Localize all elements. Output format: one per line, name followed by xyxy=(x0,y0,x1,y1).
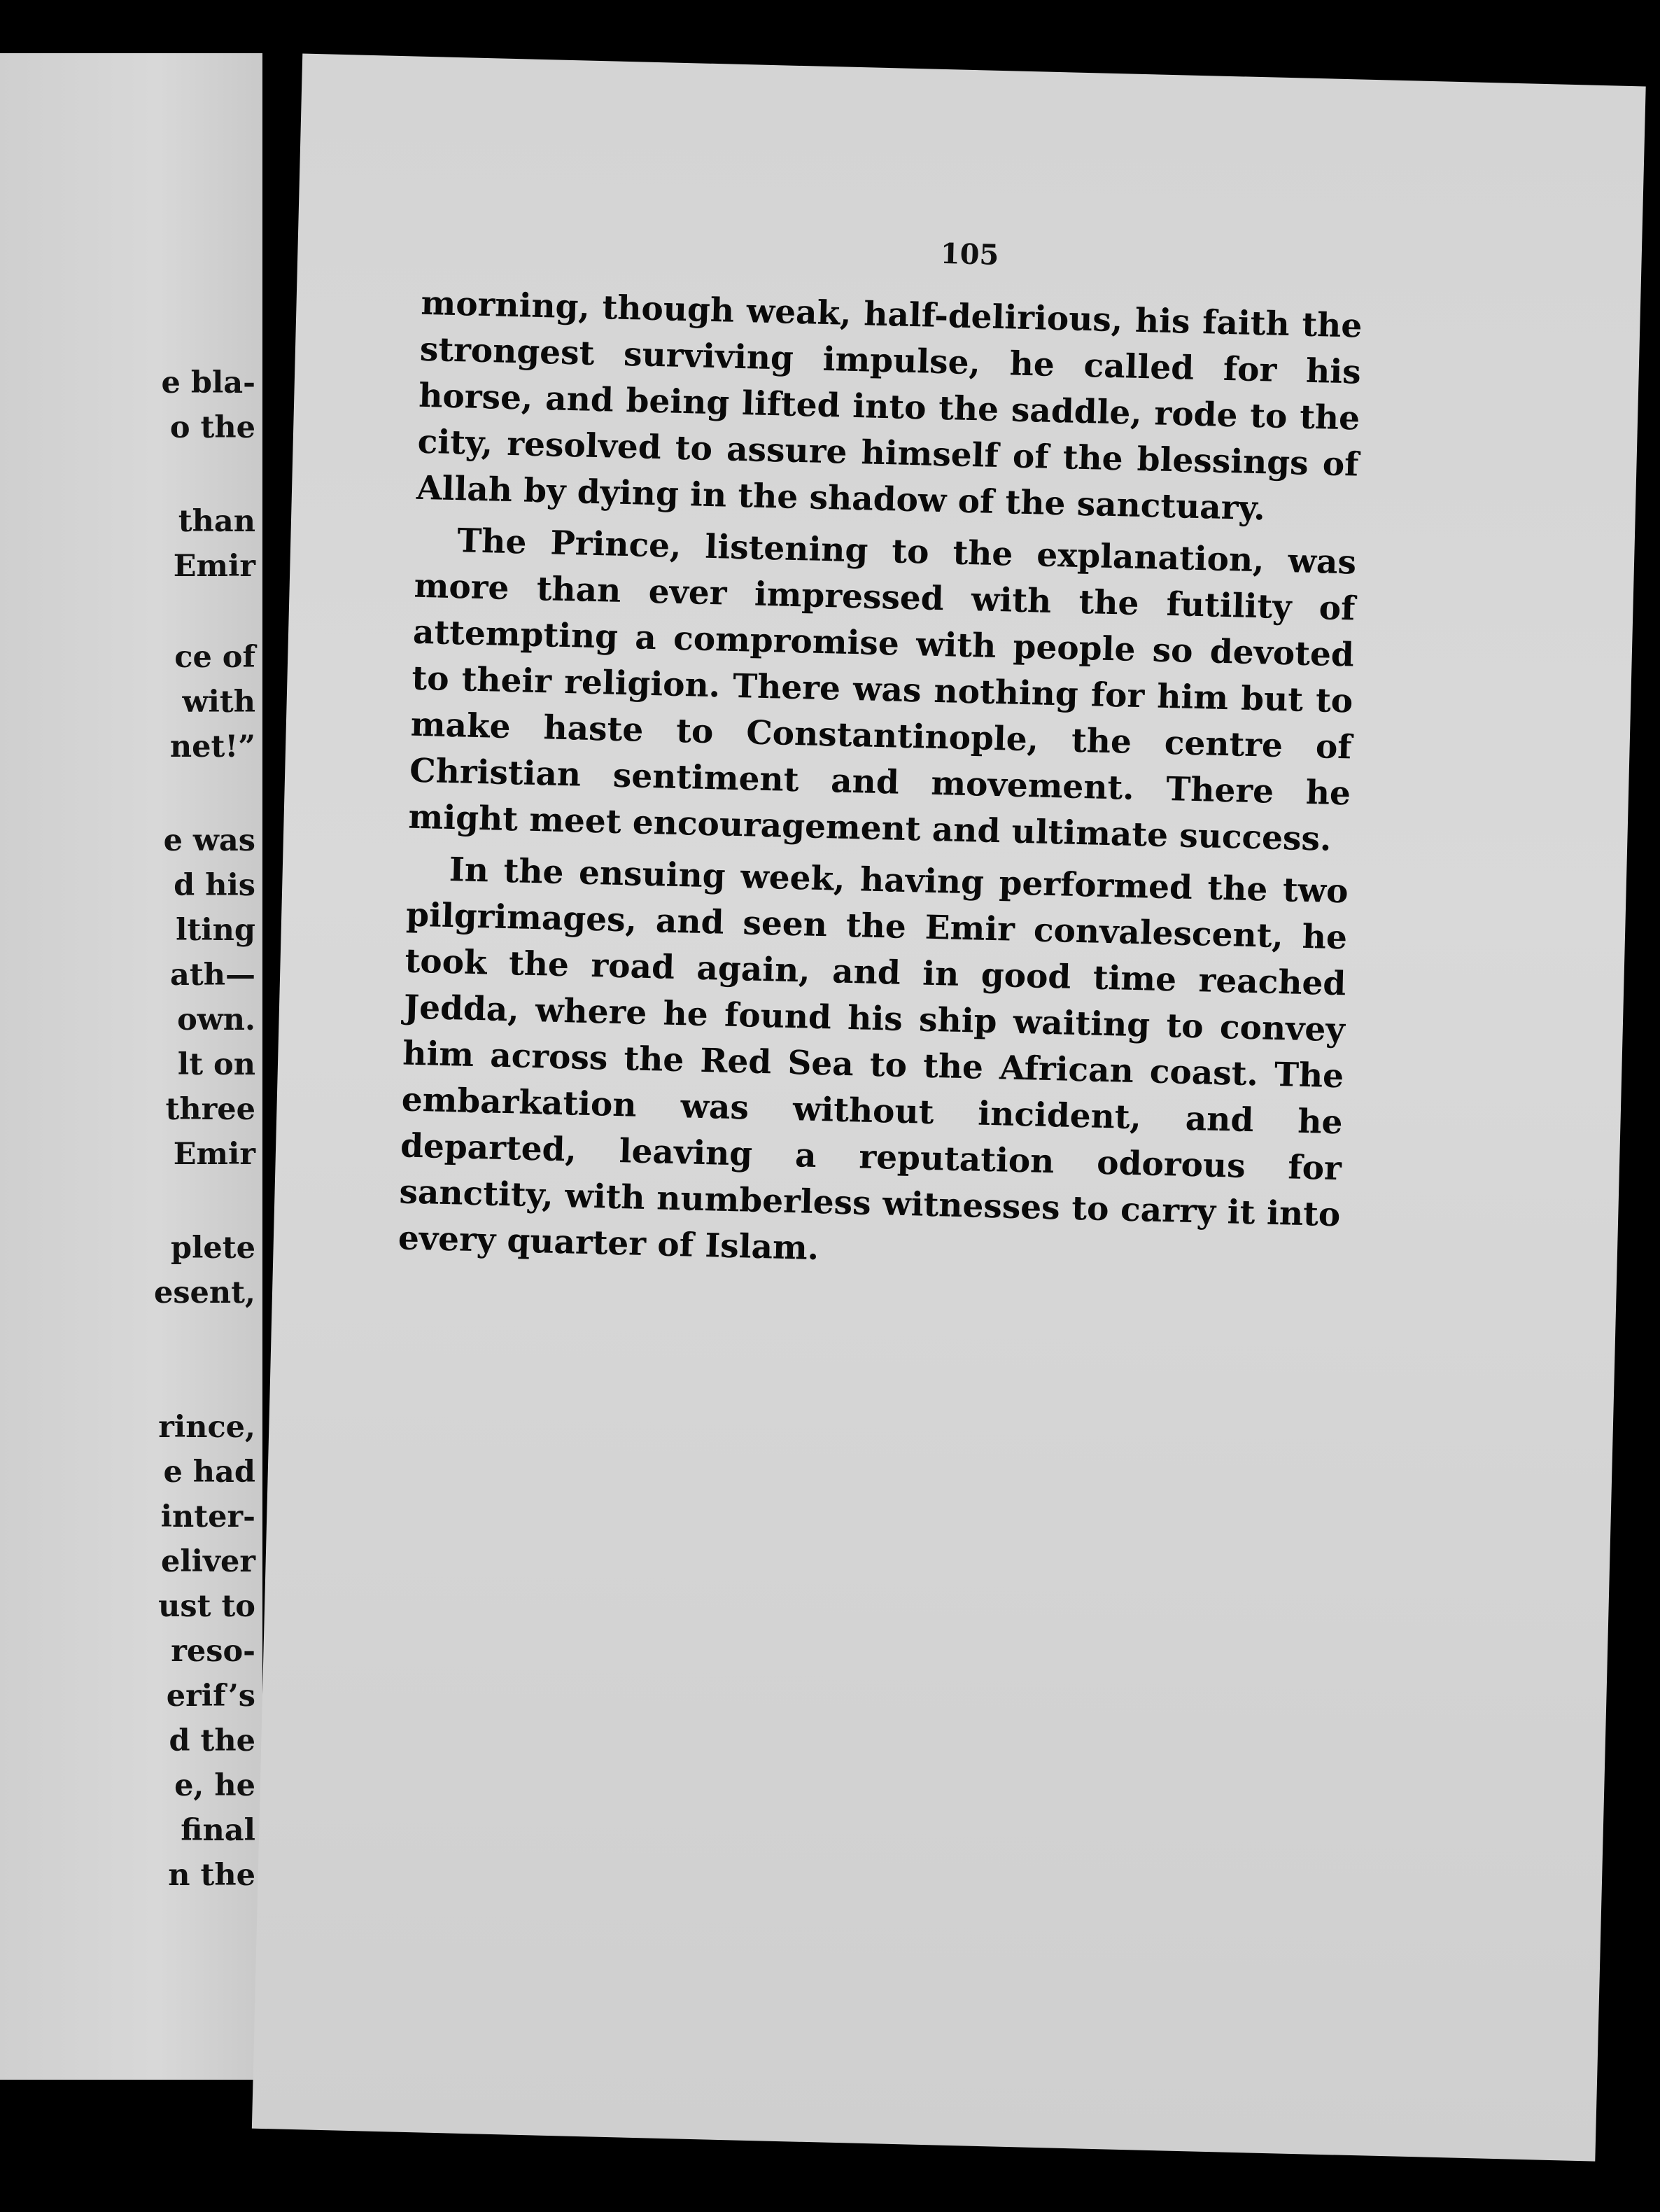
paragraph-2: The Prince, listening to the explanation, was more than ever impressed with the futility of attempting a compromise with people so devoted to their religion. There was nothing for him but to make haste to Constantinople, the centre of Christian sentiment and movement. There he might meet encouragement and ultimate success. xyxy=(408,522,1357,859)
facing-line: eliver xyxy=(160,1544,255,1579)
paragraph-1: morning, though weak, half-delirious, his faith the strongest surviving impulse, he called for his horse, and being lifted into the saddle, rode to the city, resolved to assure himself of the blessings of Allah by dying in the shadow of the sanctuary. xyxy=(416,284,1363,528)
facing-line: Emir xyxy=(173,549,255,584)
facing-line: ce of xyxy=(174,640,255,675)
facing-line: than xyxy=(178,504,255,539)
main-page xyxy=(252,54,1646,2162)
facing-line: net!” xyxy=(169,729,255,764)
facing-line: reso- xyxy=(171,1634,255,1669)
facing-line: ust to xyxy=(158,1589,255,1624)
facing-page-left xyxy=(0,53,262,2080)
facing-line: e, he xyxy=(174,1768,255,1803)
facing-line: esent, xyxy=(153,1275,255,1310)
facing-line: d the xyxy=(169,1723,255,1758)
facing-line: lt on xyxy=(177,1047,255,1082)
facing-line: with xyxy=(182,685,255,720)
paragraph-3: In the ensuing week, having performed the two pilgrimages, and seen the Emir convalescent, he took the road again, and in good time reached Jedda, where he found his ship waiting to convey him across the Red Sea to the African coast. The embarkation was without incident, and he departed, leaving a reputation odorous for sanctity, with numberless witnesses to carry it into every quarter of Islam. xyxy=(398,850,1349,1268)
facing-line: plete xyxy=(171,1231,255,1266)
facing-line: Emir xyxy=(173,1137,255,1172)
facing-line: erif’s xyxy=(166,1679,255,1714)
facing-line: inter- xyxy=(160,1499,255,1534)
facing-line: n the xyxy=(168,1858,255,1893)
facing-line: three xyxy=(165,1092,255,1127)
facing-line: e bla- xyxy=(161,365,255,400)
facing-line: own. xyxy=(177,1002,255,1037)
facing-line: rince, xyxy=(158,1410,255,1445)
facing-line: lting xyxy=(176,913,255,948)
page-body xyxy=(398,281,1363,1290)
facing-line: e was xyxy=(163,823,255,858)
facing-line: e had xyxy=(163,1455,255,1490)
facing-line: d his xyxy=(174,868,255,903)
facing-line: final xyxy=(181,1813,255,1848)
facing-line: ath— xyxy=(170,958,255,993)
facing-line: o the xyxy=(169,410,255,445)
page-number: 105 xyxy=(940,237,999,272)
